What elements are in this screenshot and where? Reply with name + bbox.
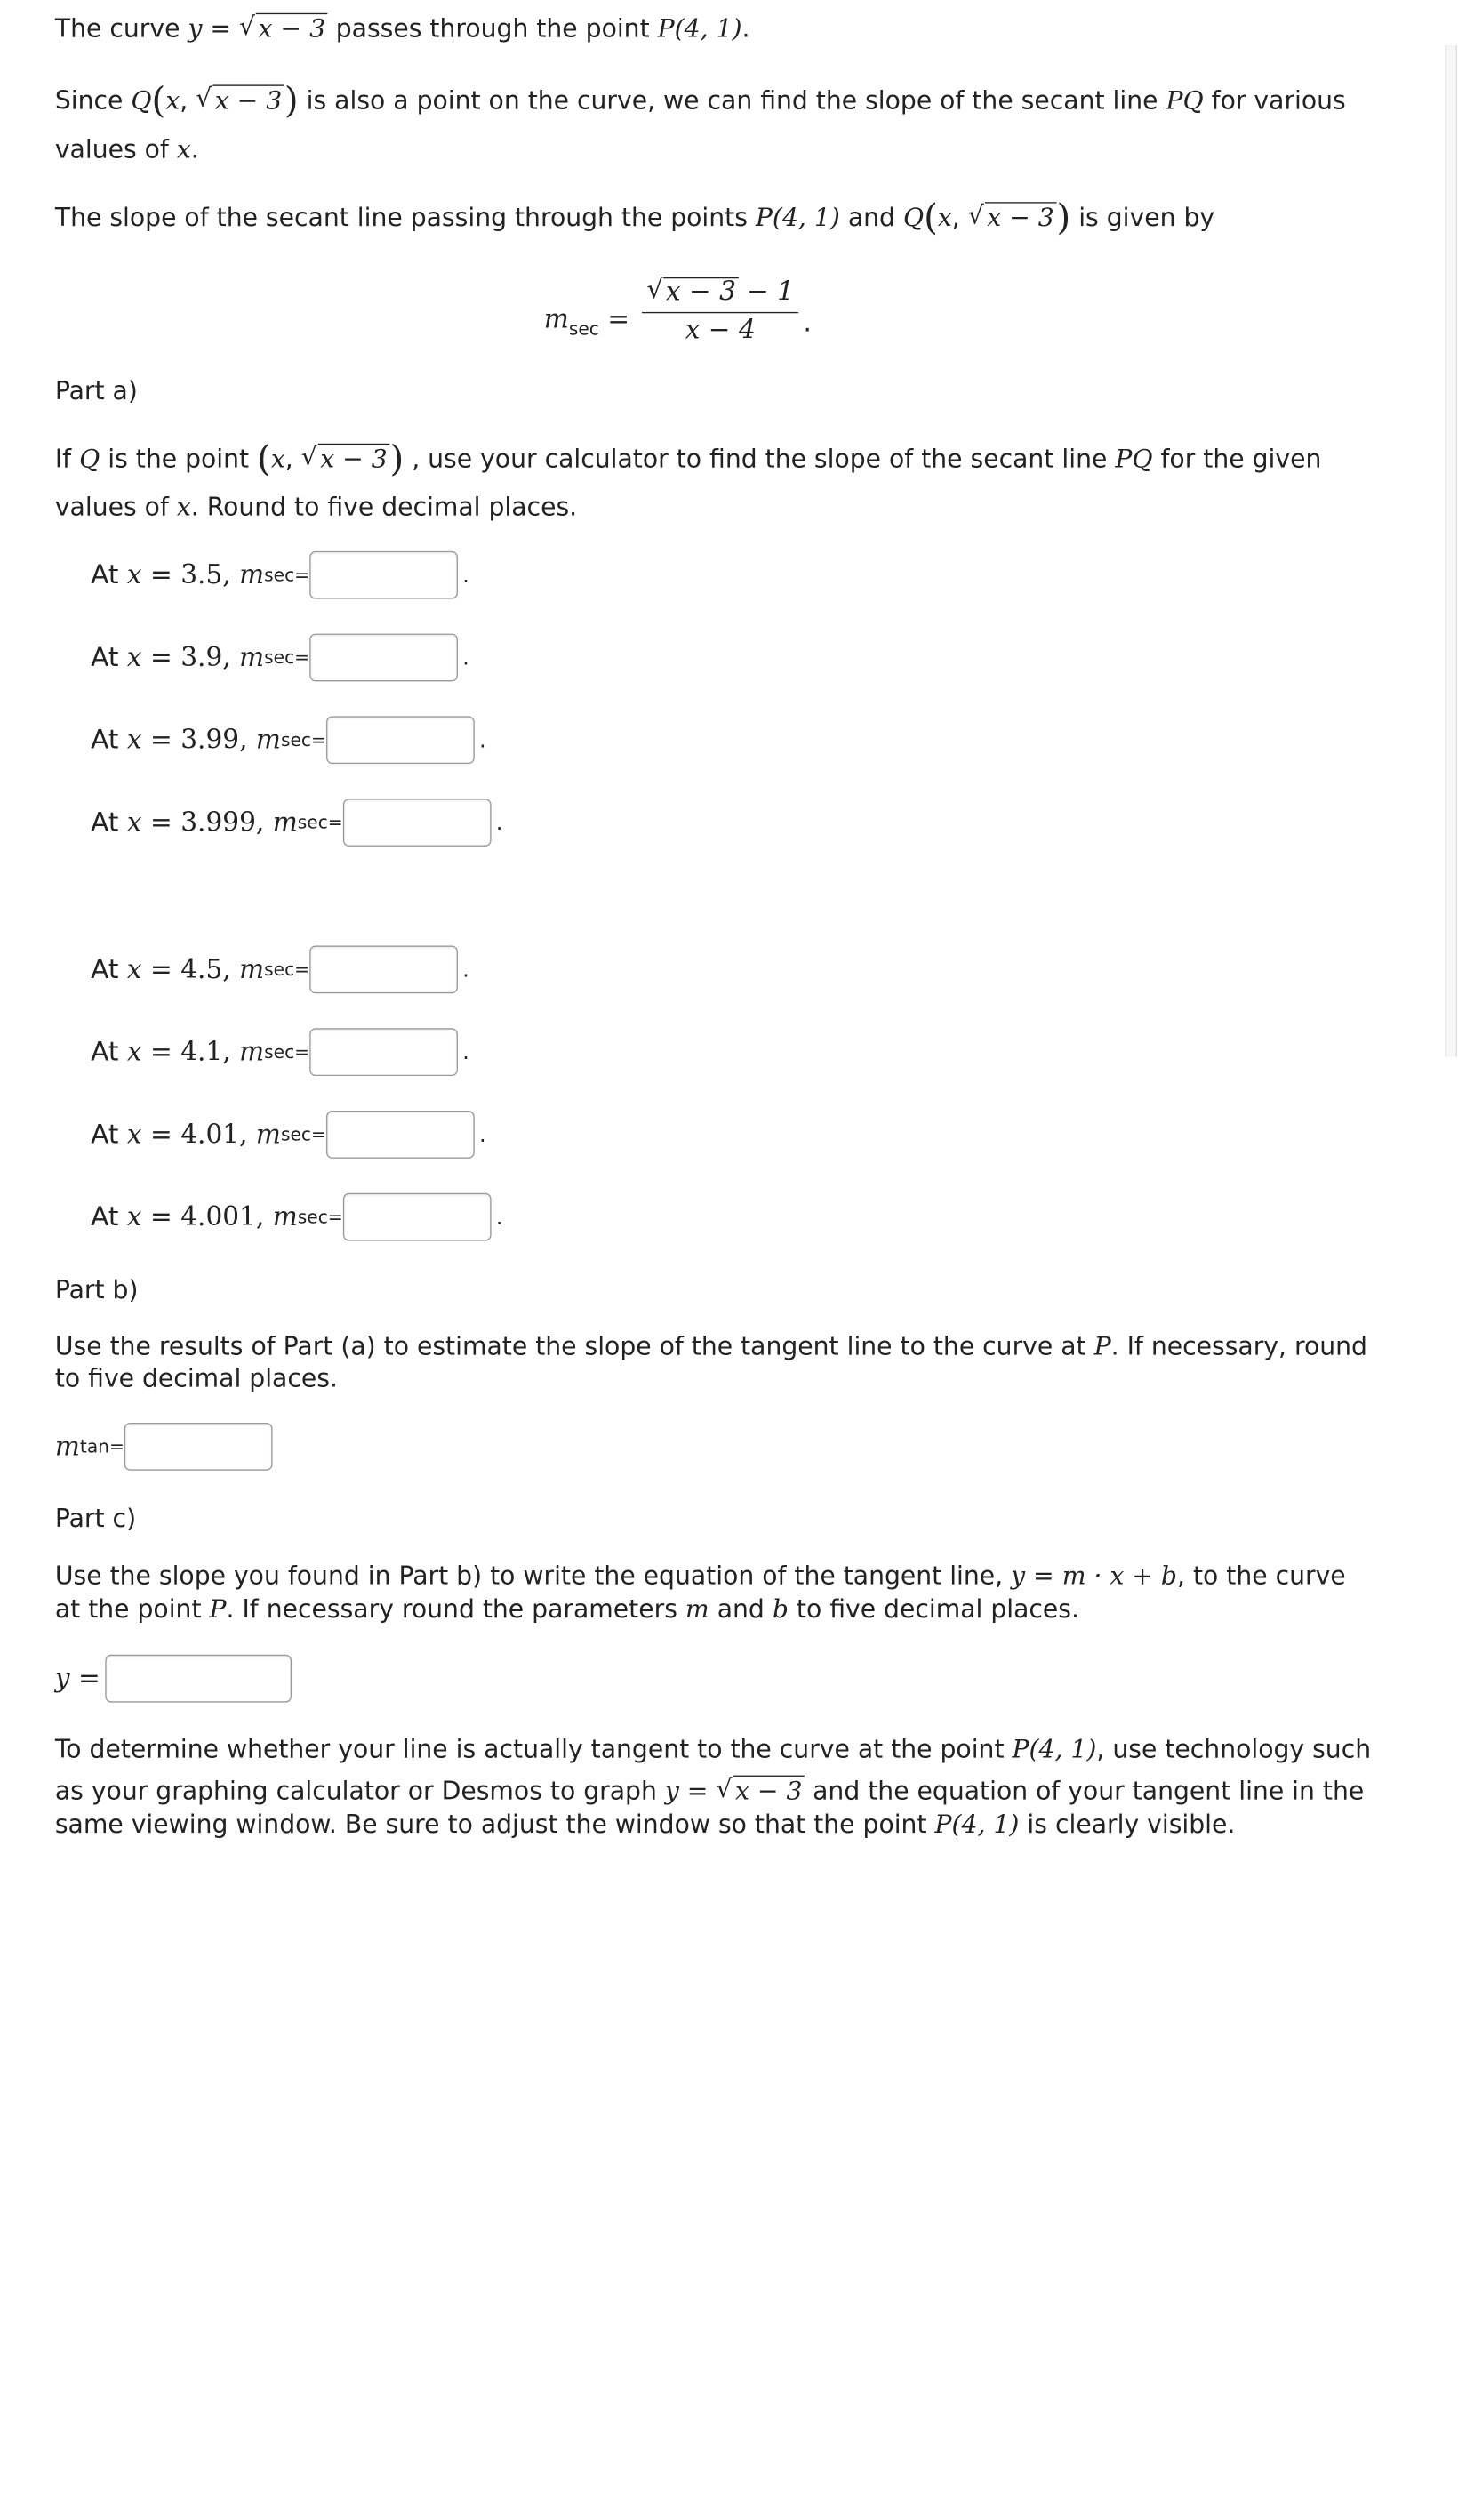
radicand: x − 3 bbox=[318, 444, 390, 474]
secant-slope-fraction bbox=[642, 277, 798, 346]
intro-line-1: The curve y = √ x − 3 passes through the point P(4, 1). bbox=[55, 12, 750, 45]
part-b-instruction bbox=[55, 1329, 1367, 1363]
scrollbar[interactable] bbox=[1446, 45, 1457, 1056]
sqrt-expression: √ x − 3 bbox=[239, 12, 328, 45]
secant-row-2: At x = 3.9 , m sec= . bbox=[91, 634, 469, 682]
tan-subscript: tan bbox=[79, 1435, 109, 1457]
row-at-label: At bbox=[91, 725, 119, 756]
secant-row-7: At x = 4.01 , m sec= . bbox=[91, 1111, 486, 1159]
secant-answer-input[interactable] bbox=[326, 1111, 475, 1159]
tangent-equation-form: y = m · x + b bbox=[1011, 1561, 1177, 1591]
math-q: Q bbox=[131, 85, 152, 116]
closing-text: and the equation of your tangent line in the bbox=[813, 1776, 1365, 1806]
closing-text: , use technology such bbox=[1096, 1734, 1372, 1764]
math-q: Q bbox=[902, 203, 925, 232]
tangent-slope-input[interactable] bbox=[124, 1423, 273, 1471]
sqrt-expression: √ x − 3 bbox=[716, 1774, 805, 1808]
intro-text: The curve bbox=[54, 14, 180, 44]
instruction-text: and bbox=[717, 1594, 765, 1624]
radicand: x − 3 bbox=[212, 84, 284, 115]
part-a-instruction: If Q is the point (x, √ x − 3) , use your calculator to find the slope of the secant line PQ for the given bbox=[54, 438, 1322, 481]
row-at-label: At bbox=[91, 642, 119, 673]
secant-answer-input[interactable] bbox=[309, 634, 458, 682]
instruction-text: . Round to five decimal places. bbox=[190, 492, 578, 522]
math-y-eq: y = bbox=[54, 1663, 100, 1694]
intro-text: The slope of the secant line passing through the points bbox=[54, 203, 748, 232]
math-x: x bbox=[176, 492, 191, 522]
x-value: 3.5 bbox=[180, 559, 223, 590]
instruction-text: is the point bbox=[108, 445, 250, 474]
part-c-instruction-2 bbox=[55, 1593, 1079, 1626]
m-sec-label: $m_{sec}$ = bbox=[543, 304, 630, 340]
slope-sentence: The slope of the secant line passing through the points P(4, 1) and Q(x, √ x − 3) is given by bbox=[54, 197, 1215, 239]
math-pq: PQ bbox=[1115, 445, 1153, 474]
instruction-text: at the point bbox=[54, 1594, 202, 1624]
numerator-tail: − 1 bbox=[747, 277, 795, 308]
radicand: x − 3 bbox=[256, 13, 328, 44]
sec-subscript: sec bbox=[568, 317, 599, 340]
instruction-text: . If necessary, round bbox=[1110, 1331, 1367, 1361]
part-c-instruction bbox=[55, 1559, 1346, 1593]
closing-line-2 bbox=[55, 1774, 1364, 1808]
math-m: m bbox=[685, 1594, 709, 1624]
instruction-text: , to the curve bbox=[1176, 1561, 1346, 1591]
part-a-title: Part a) bbox=[54, 376, 138, 405]
secant-row-5: At x = 4.5 , m sec= . bbox=[91, 945, 469, 993]
sqrt-expression: √ x − 3 bbox=[196, 84, 284, 117]
math-m: m bbox=[543, 304, 569, 335]
closing-text: as your graphing calculator or Desmos to graph bbox=[54, 1776, 657, 1806]
instruction-text: for the given bbox=[1160, 445, 1322, 474]
point-p: P(4, 1) bbox=[1012, 1734, 1097, 1764]
x-value: 4.001 bbox=[180, 1201, 256, 1232]
secant-answer-input[interactable] bbox=[309, 945, 458, 993]
row-at-label: At bbox=[91, 1201, 119, 1232]
math-x: x bbox=[176, 134, 191, 165]
x-value: 4.5 bbox=[180, 954, 223, 985]
tangent-slope-row: m tan = bbox=[55, 1423, 273, 1471]
row-at-label: At bbox=[91, 807, 119, 838]
instruction-text: , use your calculator to find the slope of the secant line bbox=[412, 445, 1108, 474]
math-x: x bbox=[165, 85, 180, 116]
point-p: P(4, 1) bbox=[657, 14, 742, 44]
intro-text: passes through the point bbox=[335, 14, 650, 44]
part-b-instruction-2: to five decimal places. bbox=[54, 1364, 338, 1393]
math-m: m bbox=[54, 1432, 80, 1462]
radicand: x − 3 bbox=[733, 1776, 805, 1806]
sqrt-expression: √ x − 3 bbox=[968, 201, 1057, 235]
closing-line-3 bbox=[55, 1808, 1236, 1842]
secant-row-6: At x = 4.1 , m sec= . bbox=[91, 1028, 469, 1076]
secant-answer-input[interactable] bbox=[309, 1028, 458, 1076]
math-x: x bbox=[270, 445, 285, 474]
intro-text: and bbox=[847, 203, 895, 232]
tangent-equation-row bbox=[55, 1655, 292, 1703]
closing-text: same viewing window. Be sure to adjust the window so that the point bbox=[54, 1810, 927, 1839]
secant-answer-input[interactable] bbox=[309, 551, 458, 599]
instruction-text: values of bbox=[54, 492, 169, 522]
part-b-title: Part b) bbox=[54, 1275, 139, 1304]
intro-text: is given by bbox=[1078, 203, 1215, 232]
intro-text: is also a point on the curve, we can find the slope of the secant line bbox=[306, 85, 1158, 116]
instruction-text: . If necessary round the parameters bbox=[226, 1594, 677, 1624]
tangent-equation-input[interactable] bbox=[105, 1655, 292, 1703]
radicand: x − 3 bbox=[663, 277, 738, 308]
secant-row-8: At x = 4.001 , m sec= . bbox=[91, 1193, 502, 1241]
math-b: b bbox=[772, 1594, 789, 1624]
intro-line-3: values of x. bbox=[54, 134, 199, 165]
row-at-label: At bbox=[91, 1037, 119, 1067]
math-y-eq: y = bbox=[664, 1776, 709, 1806]
closing-line-1 bbox=[55, 1732, 1371, 1766]
math-p: P bbox=[1094, 1331, 1111, 1361]
math-p: P bbox=[209, 1594, 227, 1624]
instruction-text: If bbox=[54, 445, 72, 474]
intro-text: for various bbox=[1211, 85, 1346, 116]
secant-answer-input[interactable] bbox=[343, 799, 492, 847]
part-a-instruction-2 bbox=[55, 490, 577, 524]
secant-row-1: At x = 3.5 , m sec= . bbox=[91, 551, 469, 599]
period: . bbox=[803, 308, 812, 339]
point-p: P(4, 1) bbox=[934, 1810, 1020, 1839]
fraction-numerator: √ x − 3 − 1 bbox=[642, 277, 798, 313]
math-q: Q bbox=[79, 445, 100, 474]
secant-answer-input[interactable] bbox=[343, 1193, 492, 1241]
instruction-text: to five decimal places. bbox=[796, 1594, 1079, 1624]
intro-line-2: Since Q(x, √ x − 3) is also a point on the curve, we can find the slope of the secant line PQ for various bbox=[54, 80, 1346, 123]
row-at-label: At bbox=[91, 1120, 119, 1150]
x-value: 4.1 bbox=[180, 1037, 223, 1067]
intro-text: values of bbox=[54, 134, 169, 165]
secant-answer-input[interactable] bbox=[326, 716, 475, 764]
x-value: 3.99 bbox=[180, 725, 240, 756]
intro-text: Since bbox=[54, 85, 124, 116]
fraction-denominator: x − 4 bbox=[685, 315, 756, 346]
math-pq: PQ bbox=[1166, 85, 1204, 116]
closing-text: is clearly visible. bbox=[1027, 1810, 1236, 1839]
row-at-label: At bbox=[91, 954, 119, 985]
x-value: 4.01 bbox=[180, 1120, 240, 1150]
closing-text: To determine whether your line is actually tangent to the curve at the point bbox=[54, 1734, 1005, 1764]
instruction-text: Use the slope you found in Part b) to write the equation of the tangent line, bbox=[54, 1561, 1004, 1591]
math-x: x bbox=[937, 203, 952, 232]
instruction-text: Use the results of Part (a) to estimate the slope of the tangent line to the curve at bbox=[54, 1331, 1086, 1361]
secant-row-3: At x = 3.99 , m sec= . bbox=[91, 716, 486, 764]
math-y-eq: y = bbox=[188, 14, 232, 44]
point-p: P(4, 1) bbox=[755, 203, 840, 232]
sqrt-expression: √ x − 3 bbox=[301, 442, 390, 476]
part-c-title: Part c) bbox=[54, 1504, 137, 1533]
x-value: 3.9 bbox=[180, 642, 223, 673]
x-value: 3.999 bbox=[180, 807, 256, 838]
radicand: x − 3 bbox=[985, 202, 1057, 232]
row-at-label: At bbox=[91, 559, 119, 590]
secant-row-4: At x = 3.999 , m sec= . bbox=[91, 799, 502, 847]
